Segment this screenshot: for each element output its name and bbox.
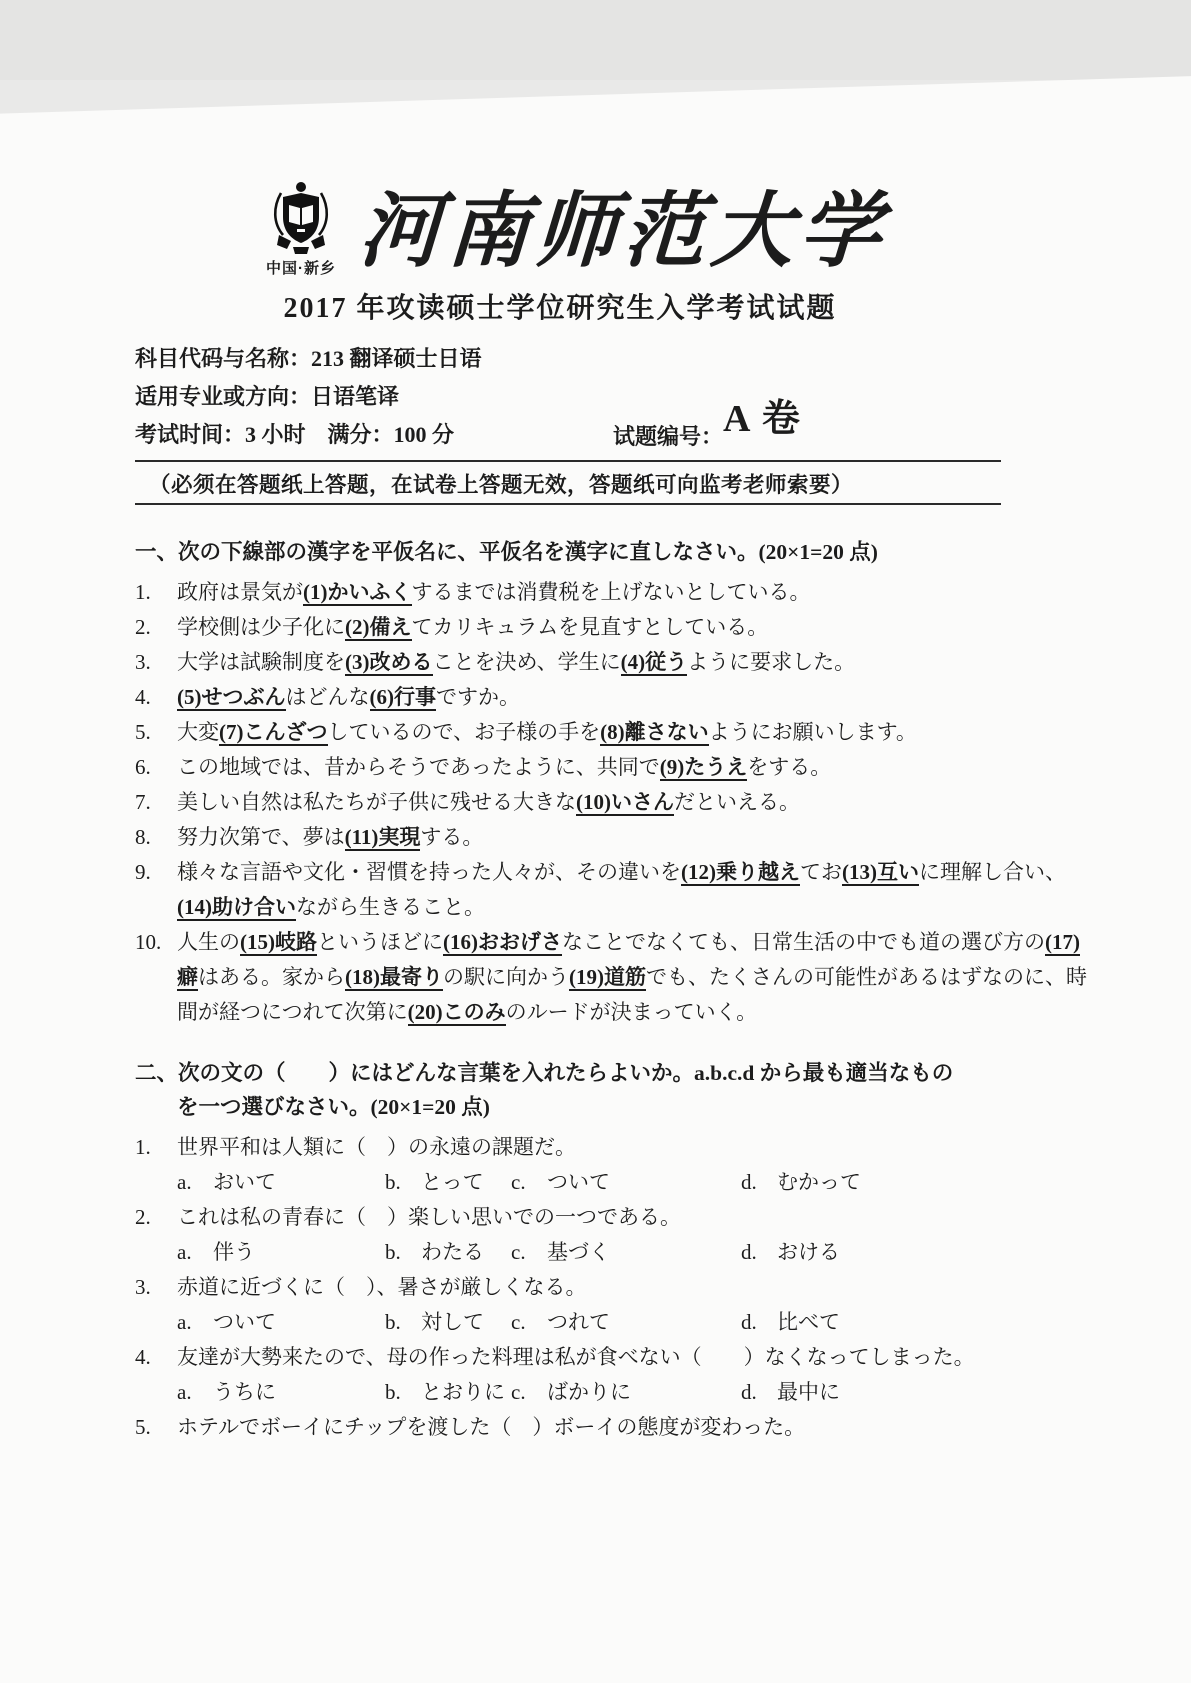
option-d bbox=[741, 1165, 1091, 1200]
underlined-target-word: (5)せつぶん bbox=[177, 685, 286, 709]
university-name-calligraphy: 河南师范大学 bbox=[356, 183, 890, 279]
question-item bbox=[135, 680, 1091, 715]
item-number: 7. bbox=[135, 790, 151, 814]
item-text-run: ことを決め、学生に bbox=[432, 650, 621, 674]
item-text-run: 大変 bbox=[177, 720, 219, 744]
underlined-target-word: (20)このみ bbox=[407, 1000, 506, 1024]
item-number: 6. bbox=[135, 755, 151, 779]
question-line bbox=[135, 1340, 1091, 1375]
item-text-run: をする。 bbox=[747, 755, 832, 779]
item-text-run: するまでは消費税を上げないとしている。 bbox=[411, 580, 811, 604]
section-2 bbox=[135, 1056, 1091, 1445]
option-label: a. bbox=[177, 1310, 192, 1334]
option-text: 基づく bbox=[547, 1240, 610, 1264]
option-label: d. bbox=[741, 1170, 757, 1194]
underlined-target-word: (17)癖 bbox=[177, 930, 1080, 989]
option-text: わたる bbox=[421, 1240, 484, 1264]
item-number: 1. bbox=[135, 580, 151, 604]
item-number: 1. bbox=[135, 1135, 151, 1159]
options-row bbox=[177, 1375, 1091, 1410]
item-text-run: てお bbox=[800, 860, 842, 884]
rule-line-bottom bbox=[135, 503, 1001, 505]
item-text-run: 学校側は少子化に bbox=[177, 615, 345, 639]
item-number: 4. bbox=[135, 1345, 151, 1369]
item-text-run: 大学は試験制度を bbox=[177, 650, 345, 674]
option-c bbox=[511, 1375, 741, 1410]
option-text: うちに bbox=[213, 1380, 276, 1404]
option-label: b. bbox=[385, 1170, 401, 1194]
question-item bbox=[135, 575, 1091, 610]
option-c bbox=[511, 1305, 741, 1340]
paper-number-value: A 卷 bbox=[723, 398, 802, 440]
option-text: むかって bbox=[777, 1170, 861, 1194]
item-number: 3. bbox=[135, 650, 151, 674]
option-text: とおりに bbox=[421, 1380, 505, 1404]
exam-title: 2017 年攻读硕士学位研究生入学考试试题 bbox=[283, 293, 837, 324]
underlined-target-word: (16)おおげさ bbox=[443, 930, 562, 954]
option-text: ついて bbox=[213, 1310, 276, 1334]
option-b bbox=[385, 1375, 511, 1410]
option-text: ばかりに bbox=[547, 1380, 631, 1404]
option-d bbox=[741, 1375, 1091, 1410]
choice-question-item bbox=[135, 1410, 1091, 1445]
underlined-target-word: (2)備え bbox=[345, 615, 412, 639]
question-item bbox=[135, 750, 1091, 785]
underlined-target-word: (7)こんざつ bbox=[219, 720, 328, 744]
question-item bbox=[135, 820, 1091, 855]
section-1-heading: 一、次の下線部の漢字を平仮名に、平仮名を漢字に直しなさい。(20×1=20 点) bbox=[135, 540, 878, 564]
exam-meta bbox=[135, 340, 1091, 454]
option-text: とって bbox=[421, 1170, 484, 1194]
item-text-run: なことでなくても、日常生活の中でも道の選び方の bbox=[562, 930, 1045, 954]
item-text-run: ながら生きること。 bbox=[296, 895, 485, 919]
question-item bbox=[135, 645, 1091, 680]
item-number: 2. bbox=[135, 615, 151, 639]
option-b bbox=[385, 1305, 511, 1340]
option-label: c. bbox=[511, 1170, 526, 1194]
item-text-run: この地域では、昔からそうであったように、共同で bbox=[177, 755, 660, 779]
section-1-items bbox=[135, 575, 1091, 1030]
item-number: 5. bbox=[135, 720, 151, 744]
option-a bbox=[177, 1235, 385, 1270]
item-text-run: 様々な言語や文化・習慣を持った人々が、その違いを bbox=[177, 860, 681, 884]
option-text: つれて bbox=[547, 1310, 610, 1334]
item-text-run: する。 bbox=[420, 825, 484, 849]
item-text-run: 美しい自然は私たちが子供に残せる大きな bbox=[177, 790, 576, 814]
major-line: 适用专业或方向：日语笔译 bbox=[135, 384, 400, 409]
choice-question-item bbox=[135, 1200, 1091, 1270]
option-text: ついて bbox=[547, 1170, 610, 1194]
option-label: a. bbox=[177, 1240, 192, 1264]
underlined-target-word: (4)従う bbox=[620, 650, 688, 674]
underlined-target-word: (6)行事 bbox=[369, 685, 436, 709]
question-text: ホテルでボーイにチップを渡した（ ）ボーイの態度が変わった。 bbox=[177, 1415, 806, 1439]
option-label: d. bbox=[741, 1310, 757, 1334]
question-item bbox=[135, 785, 1091, 820]
underlined-target-word: (10)いさん bbox=[576, 790, 674, 814]
underlined-target-word: (9)たうえ bbox=[659, 755, 748, 779]
underlined-target-word: (18)最寄り bbox=[345, 965, 443, 989]
item-text-run: 政府は景気が bbox=[177, 580, 303, 604]
underlined-target-word: (19)道筋 bbox=[569, 965, 646, 989]
item-text bbox=[177, 785, 1091, 820]
option-label: d. bbox=[741, 1380, 757, 1404]
choice-question-item bbox=[135, 1340, 1091, 1410]
option-a bbox=[177, 1375, 385, 1410]
choice-question-item bbox=[135, 1270, 1091, 1340]
options-row bbox=[177, 1305, 1091, 1340]
item-number: 3. bbox=[135, 1275, 151, 1299]
question-line bbox=[135, 1410, 1091, 1445]
option-c bbox=[511, 1165, 741, 1200]
option-d bbox=[741, 1305, 1091, 1340]
item-text bbox=[177, 925, 1091, 1030]
item-text-run: しているので、お子様の手を bbox=[327, 720, 601, 744]
option-text: おける bbox=[777, 1240, 840, 1264]
item-text-run: ですか。 bbox=[436, 685, 520, 709]
university-emblem bbox=[253, 179, 349, 278]
logo-caption: 中国·新乡 bbox=[266, 260, 336, 277]
underlined-target-word: (11)実現 bbox=[344, 825, 421, 849]
item-text-run: 努力次第で、夢は bbox=[177, 825, 345, 849]
option-label: a. bbox=[177, 1380, 192, 1404]
question-item bbox=[135, 610, 1091, 645]
item-text bbox=[177, 610, 1091, 645]
option-label: b. bbox=[385, 1380, 401, 1404]
item-text-run: ようにお願いします。 bbox=[708, 720, 917, 744]
option-label: c. bbox=[511, 1380, 526, 1404]
question-text: これは私の青春に（ ）楽しい思いでの一つである。 bbox=[177, 1205, 681, 1229]
option-a bbox=[177, 1165, 385, 1200]
item-number: 4. bbox=[135, 685, 151, 709]
underlined-target-word: (1)かいふく bbox=[303, 580, 412, 604]
options-row bbox=[177, 1235, 1091, 1270]
scan-background-band bbox=[0, 0, 1191, 80]
item-number: 8. bbox=[135, 825, 151, 849]
underlined-target-word: (3)改める bbox=[345, 650, 433, 674]
underlined-target-word: (14)助け合い bbox=[177, 895, 296, 919]
item-text-run: てカリキュラムを見直すとしている。 bbox=[411, 615, 769, 639]
time-and-score: 考试时间：3 小时 满分：100 分 bbox=[135, 422, 455, 447]
option-b bbox=[385, 1235, 511, 1270]
item-text bbox=[177, 645, 1091, 680]
option-text: 対して bbox=[421, 1310, 484, 1334]
item-text-run: に理解し合い、 bbox=[919, 860, 1066, 884]
option-label: d. bbox=[741, 1240, 757, 1264]
section-2-items bbox=[135, 1130, 1091, 1445]
option-c bbox=[511, 1235, 741, 1270]
item-text-run: 人生の bbox=[177, 930, 240, 954]
item-text-run: でも、たくさんの可能性があるはずなのに、時間が経つにつれて次第に bbox=[177, 965, 1087, 1024]
question-item bbox=[135, 855, 1091, 925]
option-b bbox=[385, 1165, 511, 1200]
question-text: 友達が大勢来たので、母の作った料理は私が食べない（ ）なくなってしまった。 bbox=[177, 1345, 975, 1369]
question-line bbox=[135, 1130, 1091, 1165]
university-header bbox=[253, 160, 1091, 278]
item-text-run: はある。家から bbox=[198, 965, 345, 989]
paper-number-label: 试题编号： bbox=[613, 424, 724, 449]
answer-sheet-notice: （必须在答题纸上答题，在试卷上答题无效，答题纸可向监考老师索要） bbox=[149, 473, 854, 497]
question-line bbox=[135, 1270, 1091, 1305]
option-a bbox=[177, 1305, 385, 1340]
item-text bbox=[177, 715, 1091, 750]
page-content bbox=[135, 160, 1091, 1445]
item-text-run: の駅に向かう bbox=[443, 965, 569, 989]
item-text bbox=[177, 855, 1091, 925]
option-text: おいて bbox=[213, 1170, 276, 1194]
item-text bbox=[177, 575, 1091, 610]
item-text-run: だといえる。 bbox=[674, 790, 800, 814]
choice-question-item bbox=[135, 1130, 1091, 1200]
section-2-heading-line1: 二、次の文の（ ）にはどんな言葉を入れたらよいか。a.b.c.d から最も適当なもの bbox=[135, 1061, 954, 1085]
item-number: 10. bbox=[135, 930, 162, 954]
item-number: 2. bbox=[135, 1205, 151, 1229]
option-d bbox=[741, 1235, 1091, 1270]
question-line bbox=[135, 1200, 1091, 1235]
question-text: 赤道に近づくに（ ）、暑さが厳しくなる。 bbox=[177, 1275, 587, 1299]
question-text: 世界平和は人類に（ ）の永遠の課題だ。 bbox=[177, 1135, 576, 1159]
underlined-target-word: (13)互い bbox=[842, 860, 919, 884]
section-2-heading-line2: を一つ選びなさい。(20×1=20 点) bbox=[177, 1095, 490, 1119]
option-label: c. bbox=[511, 1310, 526, 1334]
item-number: 9. bbox=[135, 860, 151, 884]
option-label: b. bbox=[385, 1310, 401, 1334]
option-label: a. bbox=[177, 1170, 192, 1194]
item-text-run: はどんな bbox=[285, 685, 370, 709]
exam-time-line bbox=[135, 398, 1091, 454]
underlined-target-word: (15)岐路 bbox=[240, 930, 317, 954]
option-text: 伴う bbox=[213, 1240, 255, 1264]
options-row bbox=[177, 1165, 1091, 1200]
underlined-target-word: (12)乗り越え bbox=[681, 860, 800, 884]
option-label: b. bbox=[385, 1240, 401, 1264]
item-text bbox=[177, 820, 1091, 855]
question-item bbox=[135, 925, 1091, 1030]
option-label: c. bbox=[511, 1240, 526, 1264]
subject-code-line: 科目代码与名称：213 翻译硕士日语 bbox=[135, 346, 482, 371]
item-number: 5. bbox=[135, 1415, 151, 1439]
item-text bbox=[177, 750, 1091, 785]
item-text-run: ように要求した。 bbox=[687, 650, 856, 674]
rule-line-top bbox=[135, 460, 1001, 462]
option-text: 比べて bbox=[777, 1310, 840, 1334]
item-text-run: というほどに bbox=[317, 930, 443, 954]
question-item bbox=[135, 715, 1091, 750]
item-text-run: のルードが決まっていく。 bbox=[505, 1000, 758, 1024]
underlined-target-word: (8)離さない bbox=[600, 720, 709, 744]
university-emblem-icon bbox=[267, 179, 335, 255]
option-text: 最中に bbox=[777, 1380, 840, 1404]
item-text bbox=[177, 680, 1091, 715]
